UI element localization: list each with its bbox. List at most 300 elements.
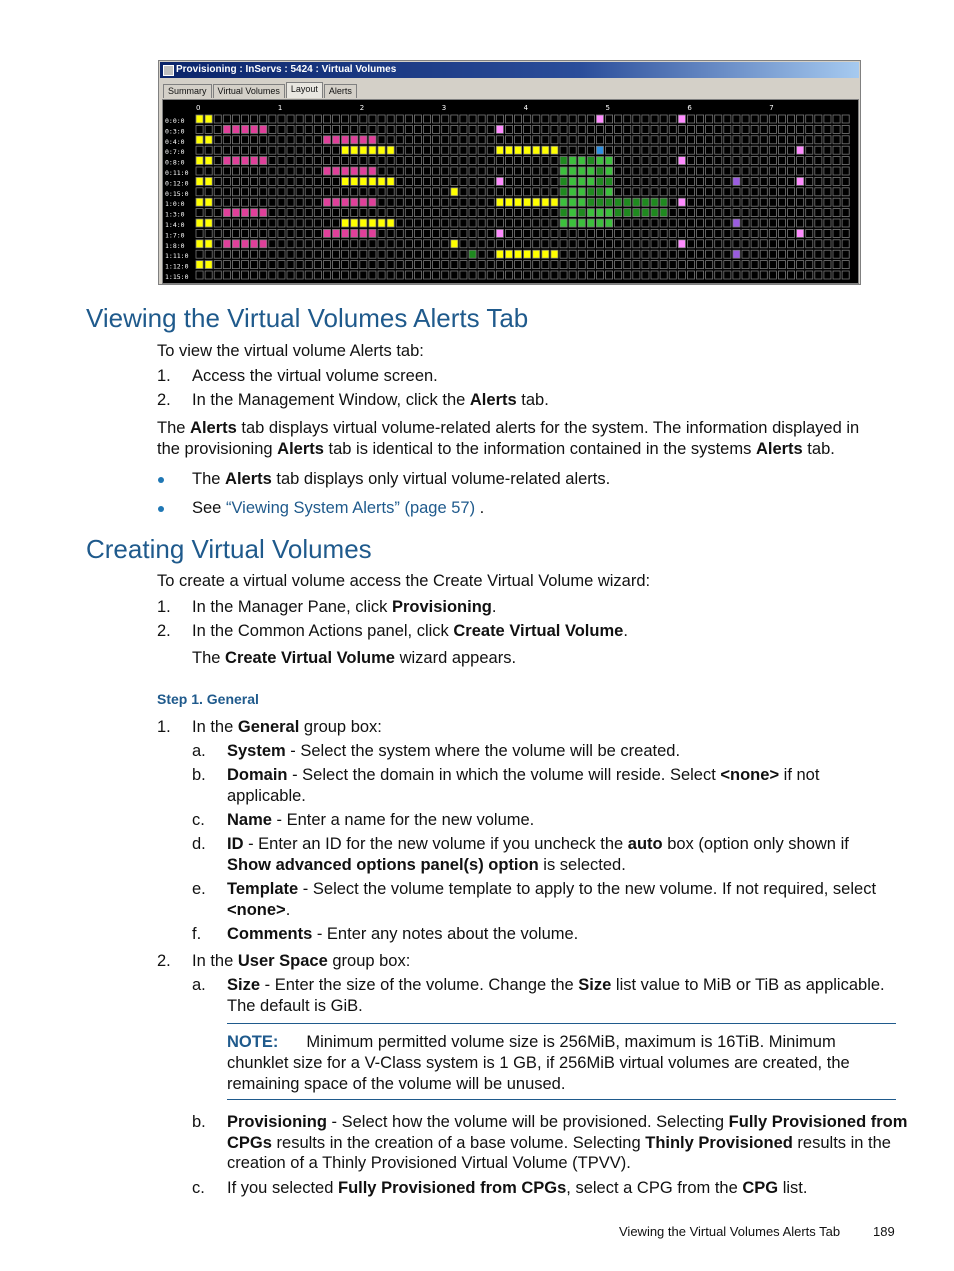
chunklet-cell xyxy=(469,250,476,258)
chunklet-cell xyxy=(260,240,267,248)
chunklet-cell xyxy=(788,240,795,248)
chunklet-cell xyxy=(515,250,522,258)
chunklet-cell xyxy=(560,157,567,165)
chunklet-cell xyxy=(205,188,212,196)
chunklet-cell xyxy=(387,157,394,165)
chunklet-cell xyxy=(815,271,822,279)
chunklet-cell xyxy=(396,136,403,144)
chunklet-cell xyxy=(560,261,567,269)
chunklet-cell xyxy=(587,240,594,248)
chunklet-cell xyxy=(278,240,285,248)
chunklet-cell xyxy=(587,146,594,154)
step-number: 1. xyxy=(157,718,171,736)
chunklet-cell xyxy=(678,209,685,217)
chunklet-cell xyxy=(451,240,458,248)
chunklet-cell xyxy=(706,177,713,185)
chunklet-cell xyxy=(651,115,658,123)
chunklet-cell xyxy=(669,271,676,279)
chunklet-cell xyxy=(542,177,549,185)
chunklet-cell xyxy=(351,209,358,217)
chunklet-cell xyxy=(751,125,758,133)
chunklet-cell xyxy=(833,219,840,227)
chunklet-cell xyxy=(624,261,631,269)
chunklet-cell xyxy=(232,209,239,217)
chunklet-cell xyxy=(287,157,294,165)
chunklet-cell xyxy=(469,240,476,248)
chunklet-cell xyxy=(214,229,221,237)
chunklet-cell xyxy=(715,136,722,144)
sub-letter: f. xyxy=(192,925,202,943)
chunklet-cell xyxy=(323,261,330,269)
chunklet-cell xyxy=(751,115,758,123)
chunklet-cell xyxy=(260,125,267,133)
chunklet-cell xyxy=(551,250,558,258)
chunklet-cell xyxy=(433,271,440,279)
tab-virtual-volumes[interactable]: Virtual Volumes xyxy=(213,84,285,98)
chunklet-cell xyxy=(642,136,649,144)
chunklet-cell xyxy=(815,261,822,269)
chunklet-cell xyxy=(651,157,658,165)
chunklet-cell xyxy=(697,250,704,258)
column-label: 4 xyxy=(523,104,529,112)
chunklet-cell xyxy=(342,229,349,237)
chunklet-cell xyxy=(624,250,631,258)
chunklet-cell xyxy=(806,209,813,217)
chunklet-cell xyxy=(251,229,258,237)
chunklet-cell xyxy=(651,250,658,258)
chunklet-cell xyxy=(833,146,840,154)
chunklet-cell xyxy=(433,209,440,217)
chunklet-cell xyxy=(260,219,267,227)
chunklet-cell xyxy=(760,125,767,133)
chunklet-cell xyxy=(451,198,458,206)
chunklet-cell xyxy=(360,177,367,185)
chunklet-cell xyxy=(842,198,849,206)
chunklet-cell xyxy=(405,167,412,175)
chunklet-cell xyxy=(196,219,203,227)
chunklet-cell xyxy=(687,115,694,123)
chunklet-cell xyxy=(560,229,567,237)
chunklet-cell xyxy=(542,188,549,196)
chunklet-cell xyxy=(505,167,512,175)
step-number: 1. xyxy=(157,598,171,616)
chunklet-cell xyxy=(797,271,804,279)
chunklet-cell xyxy=(842,209,849,217)
chunklet-cell xyxy=(642,188,649,196)
chunklet-cell xyxy=(533,271,540,279)
chunklet-cell xyxy=(433,146,440,154)
step-number: 2. xyxy=(157,622,171,640)
chunklet-cell xyxy=(460,115,467,123)
chunklet-cell xyxy=(260,136,267,144)
chunklet-cell xyxy=(533,177,540,185)
chunklet-cell xyxy=(478,188,485,196)
chunklet-cell xyxy=(214,125,221,133)
chunklet-cell xyxy=(833,125,840,133)
chunklet-cell xyxy=(842,219,849,227)
chunklet-cell xyxy=(524,209,531,217)
chunklet-cell xyxy=(214,146,221,154)
sub-item-system: System - Select the system where the volume will be created. xyxy=(227,742,681,760)
chunklet-cell xyxy=(778,198,785,206)
chunklet-cell xyxy=(587,271,594,279)
chunklet-cell xyxy=(742,125,749,133)
chunklet-cell xyxy=(196,125,203,133)
chunklet-cell xyxy=(360,136,367,144)
chunklet-cell xyxy=(496,177,503,185)
sub-item-provisioning-cont: CPGs results in the creation of a base volume. Selecting Thinly Provisioned results in the xyxy=(227,1134,891,1152)
chunklet-cell xyxy=(560,136,567,144)
chunklet-cell xyxy=(615,157,622,165)
chunklet-cell xyxy=(797,188,804,196)
chunklet-cell xyxy=(724,198,731,206)
chunklet-cell xyxy=(333,157,340,165)
chunklet-cell xyxy=(405,115,412,123)
chunklet-cell xyxy=(378,271,385,279)
chunklet-cell xyxy=(342,146,349,154)
chunklet-cell xyxy=(706,209,713,217)
note-line2: chunklet size for a V-Class system is 1 GB, if 256MiB virtual volumes are created, the xyxy=(227,1054,850,1072)
chunklet-cell xyxy=(414,188,421,196)
chunklet-cell xyxy=(442,167,449,175)
chunklet-cell xyxy=(633,219,640,227)
chunklet-cell xyxy=(533,219,540,227)
chunklet-cell xyxy=(232,240,239,248)
chunklet-cell xyxy=(342,167,349,175)
chunklet-cell xyxy=(314,229,321,237)
chunklet-cell xyxy=(378,229,385,237)
chunklet-cell xyxy=(687,146,694,154)
chunklet-cell xyxy=(824,250,831,258)
chunklet-cell xyxy=(533,115,540,123)
chunklet-cell xyxy=(651,136,658,144)
chunklet-cell xyxy=(524,271,531,279)
chunklet-cell xyxy=(205,209,212,217)
chunklet-cell xyxy=(242,115,249,123)
chunklet-cell xyxy=(751,250,758,258)
chunklet-cell xyxy=(578,219,585,227)
chunklet-cell xyxy=(442,250,449,258)
chunklet-cell xyxy=(633,261,640,269)
chunklet-cell xyxy=(769,136,776,144)
chunklet-cell xyxy=(687,240,694,248)
chunklet-cell xyxy=(396,250,403,258)
chunklet-cell xyxy=(669,136,676,144)
chunklet-cell xyxy=(232,271,239,279)
bullet-icon xyxy=(158,477,164,483)
sub-item-name: Name - Enter a name for the new volume. xyxy=(227,811,535,829)
chunklet-cell xyxy=(715,157,722,165)
chunklet-cell xyxy=(414,177,421,185)
chunklet-cell xyxy=(296,250,303,258)
chunklet-cell xyxy=(669,250,676,258)
chunklet-cell xyxy=(205,229,212,237)
chunklet-cell xyxy=(806,250,813,258)
chunklet-cell xyxy=(478,271,485,279)
bullet-text: See “Viewing System Alerts” (page 57) . xyxy=(192,499,485,517)
chunklet-cell xyxy=(751,198,758,206)
chunklet-cell xyxy=(296,261,303,269)
chunklet-cell xyxy=(269,146,276,154)
chunklet-cell xyxy=(396,167,403,175)
chunklet-cell xyxy=(624,177,631,185)
link-viewing-system-alerts[interactable]: “Viewing System Alerts” (page 57) xyxy=(225,499,476,517)
chunklet-cell xyxy=(824,188,831,196)
chunklet-cell xyxy=(333,219,340,227)
chunklet-cell xyxy=(442,209,449,217)
chunklet-cell xyxy=(314,188,321,196)
chunklet-cell xyxy=(624,240,631,248)
chunklet-cell xyxy=(715,229,722,237)
chunklet-cell xyxy=(333,229,340,237)
chunklet-cell xyxy=(515,261,522,269)
chunklet-cell xyxy=(706,136,713,144)
chunklet-cell xyxy=(797,115,804,123)
chunklet-cell xyxy=(633,125,640,133)
chunklet-cell xyxy=(196,240,203,248)
chunklet-cell xyxy=(214,157,221,165)
chunklet-cell xyxy=(733,146,740,154)
chunklet-cell xyxy=(542,229,549,237)
chunklet-cell xyxy=(369,167,376,175)
chunklet-cell xyxy=(251,115,258,123)
chunklet-cell xyxy=(678,146,685,154)
chunklet-cell xyxy=(505,136,512,144)
chunklet-cell xyxy=(405,125,412,133)
chunklet-cell xyxy=(833,167,840,175)
chunklet-cell xyxy=(733,229,740,237)
chunklet-cell xyxy=(724,146,731,154)
chunklet-cell xyxy=(596,115,603,123)
chunklet-cell xyxy=(242,250,249,258)
chunklet-cell xyxy=(205,271,212,279)
chunklet-cell xyxy=(460,219,467,227)
heading-step-general: Step 1. General xyxy=(157,691,259,707)
chunklet-cell xyxy=(232,188,239,196)
chunklet-cell xyxy=(414,157,421,165)
chunklet-cell xyxy=(378,146,385,154)
row-label: 0:15:0 xyxy=(165,189,189,198)
chunklet-cell xyxy=(214,250,221,258)
tab-summary[interactable]: Summary xyxy=(163,84,212,98)
chunklet-cell xyxy=(788,229,795,237)
chunklet-cell xyxy=(424,115,431,123)
chunklet-cell xyxy=(778,167,785,175)
chunklet-cell xyxy=(323,271,330,279)
chunklet-cell xyxy=(360,229,367,237)
chunklet-cell xyxy=(223,115,230,123)
sub-item-comments: Comments - Enter any notes about the volume. xyxy=(227,925,579,943)
chunklet-cell xyxy=(833,229,840,237)
chunklet-cell xyxy=(778,271,785,279)
window-titlebar xyxy=(160,62,859,78)
chunklet-cell xyxy=(314,261,321,269)
chunklet-cell xyxy=(478,229,485,237)
chunklet-cell xyxy=(715,177,722,185)
chunklet-cell xyxy=(287,115,294,123)
chunklet-cell xyxy=(278,219,285,227)
chunklet-cell xyxy=(797,177,804,185)
tab-alerts[interactable]: Alerts xyxy=(324,84,357,98)
chunklet-cell xyxy=(678,261,685,269)
chunklet-cell xyxy=(615,219,622,227)
chunklet-cell xyxy=(551,146,558,154)
chunklet-cell xyxy=(323,250,330,258)
tab-layout[interactable]: Layout xyxy=(286,82,323,98)
chunklet-cell xyxy=(596,209,603,217)
chunklet-cell xyxy=(778,261,785,269)
chunklet-cell xyxy=(697,115,704,123)
chunklet-cell xyxy=(551,188,558,196)
chunklet-cell xyxy=(387,167,394,175)
note-label: NOTE: xyxy=(227,1033,279,1051)
chunklet-cell xyxy=(733,157,740,165)
chunklet-cell xyxy=(669,146,676,154)
chunklet-cell xyxy=(205,198,212,206)
chunklet-cell xyxy=(524,240,531,248)
chunklet-cell xyxy=(196,167,203,175)
chunklet-cell xyxy=(651,125,658,133)
chunklet-cell xyxy=(414,240,421,248)
chunklet-cell xyxy=(560,125,567,133)
chunklet-cell xyxy=(687,177,694,185)
chunklet-cell xyxy=(742,271,749,279)
chunklet-cell xyxy=(269,115,276,123)
chunklet-cell xyxy=(487,198,494,206)
chunklet-cell xyxy=(515,198,522,206)
chunklet-cell xyxy=(342,157,349,165)
chunklet-cell xyxy=(378,157,385,165)
chunklet-cell xyxy=(606,125,613,133)
chunklet-cell xyxy=(323,219,330,227)
step-number: 2. xyxy=(157,952,171,970)
chunklet-cell xyxy=(387,229,394,237)
chunklet-cell xyxy=(578,177,585,185)
chunklet-cell xyxy=(232,219,239,227)
chunklet-cell xyxy=(251,125,258,133)
chunklet-cell xyxy=(724,157,731,165)
chunklet-cell xyxy=(669,115,676,123)
chunklet-cell xyxy=(633,188,640,196)
chunklet-cell xyxy=(505,229,512,237)
chunklet-cell xyxy=(769,177,776,185)
chunklet-cell xyxy=(478,146,485,154)
chunklet-cell xyxy=(533,229,540,237)
bullet-icon xyxy=(158,506,164,512)
chunklet-cell xyxy=(269,229,276,237)
chunklet-cell xyxy=(314,125,321,133)
chunklet-cell xyxy=(351,167,358,175)
note-line3: remaining space of the volume will be unused. xyxy=(227,1075,566,1093)
chunklet-cell xyxy=(587,188,594,196)
chunklet-cell xyxy=(460,198,467,206)
chunklet-cell xyxy=(369,209,376,217)
chunklet-cell xyxy=(815,219,822,227)
chunklet-cell xyxy=(451,157,458,165)
chunklet-cell xyxy=(396,261,403,269)
chunklet-cell xyxy=(542,146,549,154)
chunklet-cell xyxy=(451,261,458,269)
chunklet-cell xyxy=(214,167,221,175)
chunklet-cell xyxy=(333,136,340,144)
chunklet-cell xyxy=(769,209,776,217)
chunklet-cell xyxy=(314,240,321,248)
step-number: 2. xyxy=(157,391,171,409)
chunklet-cell xyxy=(833,136,840,144)
chunklet-cell xyxy=(515,125,522,133)
chunklet-cell xyxy=(287,250,294,258)
chunklet-cell xyxy=(815,167,822,175)
chunklet-cell xyxy=(442,188,449,196)
chunklet-cell xyxy=(424,188,431,196)
chunklet-cell xyxy=(596,229,603,237)
chunklet-cell xyxy=(806,271,813,279)
chunklet-cell xyxy=(687,188,694,196)
chunklet-cell xyxy=(251,146,258,154)
chunklet-cell xyxy=(505,240,512,248)
chunklet-cell xyxy=(496,188,503,196)
chunklet-cell xyxy=(496,219,503,227)
chunklet-cell xyxy=(606,271,613,279)
layout-grid-svg xyxy=(163,100,858,283)
chunklet-cell xyxy=(433,115,440,123)
chunklet-cell xyxy=(351,198,358,206)
chunklet-cell xyxy=(287,229,294,237)
chunklet-cell xyxy=(214,209,221,217)
chunklet-cell xyxy=(251,177,258,185)
chunklet-cell xyxy=(323,240,330,248)
chunklet-cell xyxy=(223,167,230,175)
chunklet-cell xyxy=(214,198,221,206)
chunklet-cell xyxy=(296,198,303,206)
chunklet-cell xyxy=(788,115,795,123)
chunklet-cell xyxy=(678,219,685,227)
chunklet-cell xyxy=(733,188,740,196)
chunklet-cell xyxy=(269,198,276,206)
chunklet-cell xyxy=(533,209,540,217)
chunklet-cell xyxy=(278,177,285,185)
chunklet-cell xyxy=(651,209,658,217)
chunklet-cell xyxy=(278,115,285,123)
chunklet-cell xyxy=(269,219,276,227)
chunklet-cell xyxy=(505,271,512,279)
chunklet-cell xyxy=(524,146,531,154)
chunklet-cell xyxy=(596,146,603,154)
chunklet-cell xyxy=(460,136,467,144)
chunklet-cell xyxy=(478,261,485,269)
chunklet-cell xyxy=(824,240,831,248)
chunklet-cell xyxy=(214,219,221,227)
chunklet-cell xyxy=(606,167,613,175)
chunklet-cell xyxy=(478,219,485,227)
chunklet-cell xyxy=(196,261,203,269)
chunklet-cell xyxy=(833,250,840,258)
chunklet-cell xyxy=(232,198,239,206)
chunklet-cell xyxy=(451,177,458,185)
row-label: 0:0:0 xyxy=(165,117,185,125)
chunklet-cell xyxy=(651,240,658,248)
chunklet-cell xyxy=(733,115,740,123)
chunklet-cell xyxy=(724,261,731,269)
chunklet-cell xyxy=(633,229,640,237)
chunklet-cell xyxy=(451,115,458,123)
chunklet-cell xyxy=(596,177,603,185)
chunklet-cell xyxy=(624,125,631,133)
chunklet-cell xyxy=(560,115,567,123)
chunklet-cell xyxy=(606,115,613,123)
chunklet-cell xyxy=(642,198,649,206)
chunklet-cell xyxy=(496,229,503,237)
